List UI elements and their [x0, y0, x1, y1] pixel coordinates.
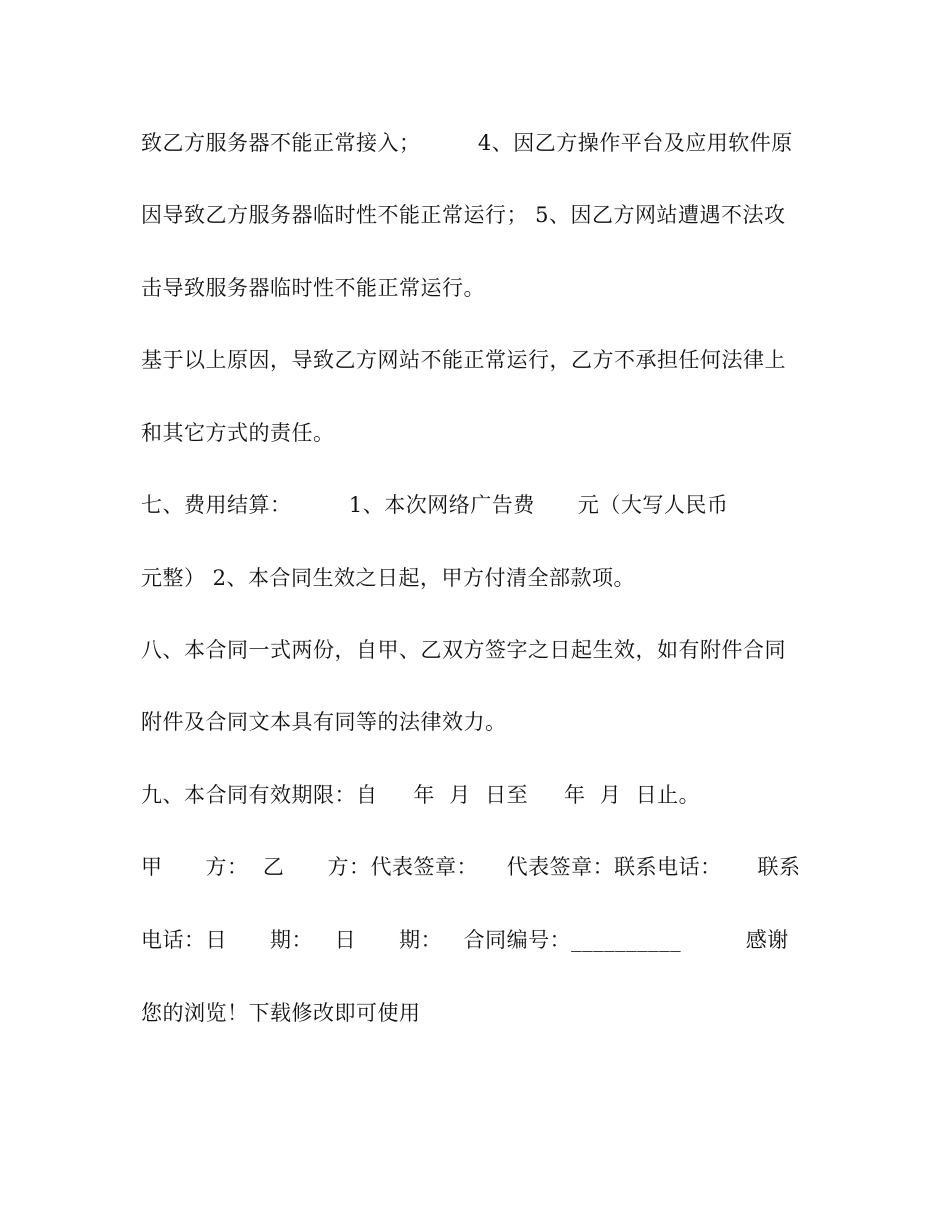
signature-block-line: 甲 方： 乙 方：代表签章： 代表签章：联系电话： 联系 — [141, 855, 801, 879]
body-text-line: 击导致服务器临时性不能正常运行。 — [141, 276, 485, 300]
signature-block-line: 电话：日 期： 日 期： 合同编号：__________ 感谢 — [141, 928, 789, 952]
fee-settlement-line: 元整） 2、本合同生效之日起，甲方付清全部款项。 — [141, 566, 636, 590]
body-text-line: 致乙方服务器不能正常接入； 4、因乙方操作平台及应用软件原 — [141, 131, 793, 155]
closing-note-line: 您的浏览！下载修改即可使用 — [141, 1001, 421, 1025]
validity-period-line: 九、本合同有效期限：自 年 月 日至 年 月 日止。 — [141, 783, 701, 807]
fee-settlement-line: 七、费用结算： 1、本次网络广告费 元（大写人民币 — [141, 493, 729, 517]
contract-copies-line: 八、本合同一式两份，自甲、乙双方签字之日起生效，如有附件合同 — [141, 638, 786, 662]
body-text-line: 因导致乙方服务器临时性不能正常运行； 5、因乙方网站遭遇不法攻 — [141, 203, 786, 227]
contract-copies-line: 附件及合同文本具有同等的法律效力。 — [141, 710, 507, 734]
body-text-line: 和其它方式的责任。 — [141, 421, 335, 445]
body-text-line: 基于以上原因，导致乙方网站不能正常运行，乙方不承担任何法律上 — [141, 348, 786, 372]
